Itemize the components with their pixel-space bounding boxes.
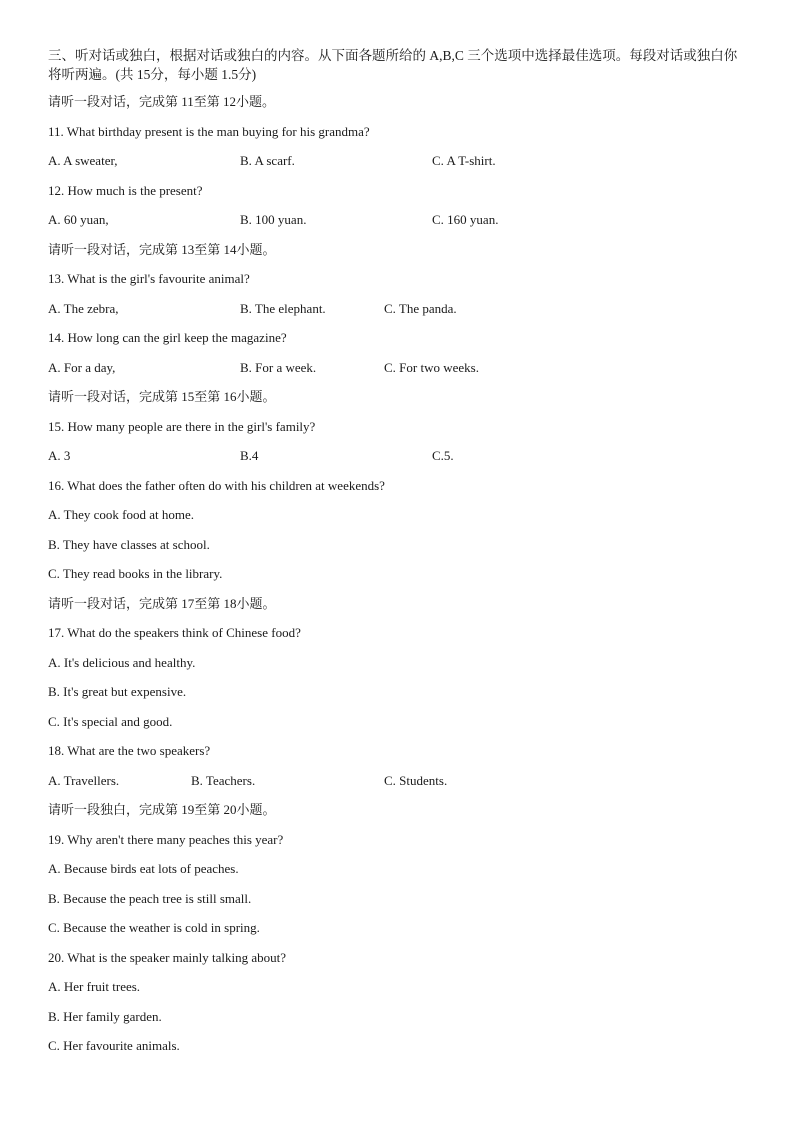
option-a: A. Because birds eat lots of peaches. (48, 861, 239, 876)
question-stem: 17. What do the speakers think of Chinese food? (48, 625, 301, 640)
option-b: B. It's great but expensive. (48, 684, 187, 699)
question-stem: 18. What are the two speakers? (48, 743, 211, 758)
option-a: A. The zebra, (48, 300, 119, 316)
options-row (48, 211, 748, 229)
question-stem: 11. What birthday present is the man buying for his grandma? (48, 123, 370, 139)
question-stem: 15. How many people are there in the girl's family? (48, 418, 316, 434)
group-instruction: 请听一段对话，完成第 11至第 12小题。 (48, 94, 276, 109)
question-stem: 16. What does the father often do with his children at weekends? (48, 477, 385, 493)
option-b: B. For a week. (240, 359, 317, 375)
group-instruction: 请听一段对话，完成第 17至第 18小题。 (48, 595, 276, 611)
option-c: C. The panda. (384, 300, 457, 316)
options-row (48, 152, 748, 170)
question-stem: 12. How much is the present? (48, 182, 203, 198)
option-a: A. Travellers. (48, 772, 120, 788)
question-stem: 20. What is the speaker mainly talking about? (48, 949, 287, 965)
option-c: C. Students. (384, 772, 448, 788)
option-b: B. Her family garden. (48, 1008, 162, 1024)
option-c: C.5. (432, 448, 454, 463)
option-a: A. They cook food at home. (48, 507, 194, 522)
option-b: B.4 (240, 448, 259, 463)
option-c: C. Her favourite animals. (48, 1038, 180, 1053)
exam-page (48, 46, 748, 1067)
option-a: A. 3 (48, 448, 71, 463)
options-row (48, 359, 748, 377)
option-c: C. 160 yuan. (432, 212, 499, 227)
question-stem: 14. How long can the girl keep the magazine? (48, 330, 287, 345)
option-a: A. It's delicious and healthy. (48, 654, 196, 670)
options-row (48, 300, 748, 318)
options-row (48, 447, 748, 465)
question-stem: 13. What is the girl's favourite animal? (48, 271, 250, 286)
group-instruction: 请听一段对话，完成第 13至第 14小题。 (48, 241, 276, 257)
section-heading: 三、听对话或独白，根据对话或独白的内容。从下面各题所给的 A,B,C 三个选项中选择最佳选项。每段对话或独白你将听两遍。(共 15分，每小题 1.5分) (48, 48, 738, 82)
option-c: C. Because the weather is cold in spring. (48, 920, 260, 935)
option-a: A. For a day, (48, 359, 116, 375)
option-b: B. They have classes at school. (48, 536, 210, 552)
option-b: B. The elephant. (240, 300, 326, 316)
options-row (48, 772, 748, 790)
option-b: B. Because the peach tree is still small. (48, 890, 252, 906)
option-a: A. Her fruit trees. (48, 979, 141, 994)
question-stem: 19. Why aren't there many peaches this year? (48, 831, 284, 847)
option-a: A. 60 yuan, (48, 212, 109, 227)
option-c: C. A T-shirt. (432, 153, 496, 168)
option-c: C. For two weeks. (384, 359, 479, 375)
option-c: C. They read books in the library. (48, 566, 223, 581)
group-instruction: 请听一段对话，完成第 15至第 16小题。 (48, 389, 276, 404)
option-b: B. A scarf. (240, 153, 295, 168)
option-b: B. Teachers. (191, 772, 256, 788)
option-c: C. It's special and good. (48, 713, 173, 729)
group-instruction: 请听一段独白，完成第 19至第 20小题。 (48, 802, 276, 817)
option-b: B. 100 yuan. (240, 212, 307, 227)
option-a: A. A sweater, (48, 153, 118, 168)
